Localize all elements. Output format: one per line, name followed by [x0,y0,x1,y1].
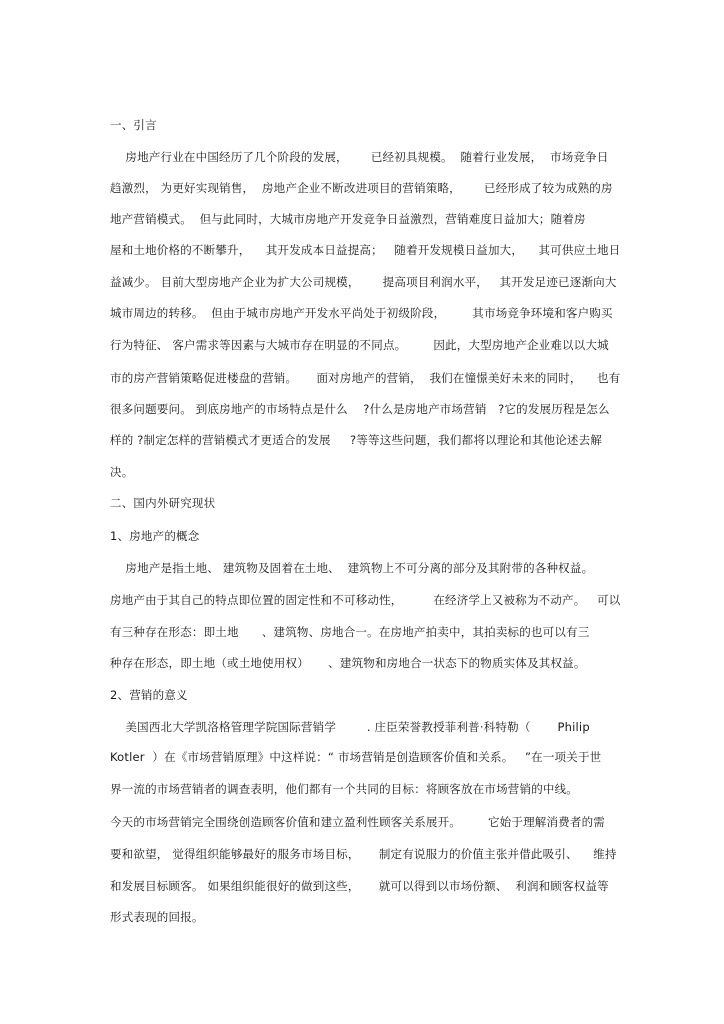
paragraph-line: 益减少。 目前大型房地产企业为扩大公司规模， 提高项目利润水平， 其开发足迹已逐渐向大 [110,275,617,289]
paragraph-line: 房地产行业在中国经历了几个阶段的发展， 已经初具规模。 随着行业发展， 市场竞争日 [110,150,609,164]
heading-research-status: 二、国内外研究现状 [110,496,216,510]
paragraph-line: 趋激烈， 为更好实现销售， 房地产企业不断改进项目的营销策略， 已经形成了较为成熟的房 [110,181,613,195]
paragraph-line: 市的房产营销策略促进楼盘的营销。 面对房地产的营销， 我们在憧憬美好未来的同时， 也有 [110,371,621,385]
subheading-real-estate-concept: 1、房地产的概念 [110,529,200,543]
paragraph-line: 地产营销模式。 但与此同时，大城市房地产开发竞争日益激烈，营销难度日益加大；随着房 [110,212,586,226]
paragraph-line: 界一流的市场营销者的调查表明，他们都有一个共同的目标：将顾客放在市场营销的中线。 [110,782,578,796]
paragraph-line: 种存在形态，即土地（或土地使用权） 、建筑物和房地合一状态下的物质实体及其权益。 [110,656,586,670]
paragraph-line: 行为特征、 客户需求等因素与大城市存在明显的不同点。 因此，大型房地产企业难以以大城 [110,338,609,352]
paragraph-line: 城市周边的转移。 但由于城市房地产开发水平尚处于初级阶段， 其市场竞争环境和客户购买 [110,306,613,320]
paragraph-line: 要和欲望， 觉得组织能够最好的服务市场目标， 制定有说服力的价值主张并借此吸引、 维持 [110,847,617,861]
paragraph-line: 和发展目标顾客。 如果组织能很好的做到这些， 就可以得到以市场份额、 利润和顾客权益等 [110,879,609,893]
paragraph-line: 屋和土地价格的不断攀升， 其开发成本日益提高； 随着开发规模日益加大， 其可供应土地日 [110,243,621,257]
paragraph-line: 决。 [110,465,134,479]
paragraph-line: 形式表现的回报。 [110,910,204,924]
paragraph-line: 样的 ?制定怎样的营销模式才更适合的发展 ?等等这些问题，我们都将以理论和其他论述去解 [110,433,603,447]
paragraph-line: 房地产由于其自己的特点即位置的固定性和不可移动性， 在经济学上又被称为不动产。 可以 [110,593,621,607]
paragraph-line: 房地产是指土地、 建筑物及固着在土地、 建筑物上不可分离的部分及其附带的各种权益。 [110,561,594,575]
paragraph-line: 有三种存在形态：即土地 、建筑物、房地合一。在房地产拍卖中，其拍卖标的也可以有三 [110,625,590,639]
heading-introduction: 一、引言 [110,118,157,132]
paragraph-line: 美国西北大学凯洛格管理学院国际营销学 . 庄臣荣誉教授菲利普·科特勒（ Philip [110,720,590,734]
paragraph-line: 今天的市场营销完全围绕创造顾客价值和建立盈利性顾客关系展开。 它始于理解消费者的需 [110,815,605,829]
subheading-marketing-meaning: 2、营销的意义 [110,688,188,702]
paragraph-line: Kotler ）在《市场营销原理》中这样说：“ 市场营销是创造顾客价值和关系。 ”在一项关于世 [110,750,602,764]
paragraph-line: 很多问题要问。 到底房地产的市场特点是什么 ?什么是房地产市场营销 ?它的发展历程是怎么 [110,402,610,416]
